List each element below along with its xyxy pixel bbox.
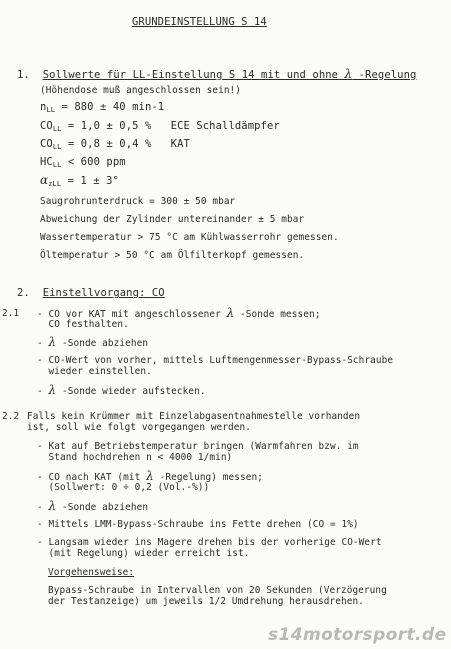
procedure-heading: Vorgehensweise:: [48, 567, 135, 578]
intake-vacuum-line: Saugrohrunterdruck = 300 ± 50 mbar: [40, 196, 236, 207]
section-2-heading: 2. Einstellvorgang: CO: [17, 287, 165, 299]
section-1-title: Sollwerte für LL-Einstellung S 14 mit und ohne λ -Regelung: [42, 67, 417, 81]
step-2-1-bullet-3: - λ -Sonde wieder aufstecken.: [37, 383, 206, 397]
oil-temperature-line: Öltemperatur > 50 °C am Ölfilterkopf gemessen.: [40, 250, 305, 261]
section-1-note: (Höhendose muß angeschlossen sein!): [40, 85, 242, 96]
value-alpha-zll: $\alpha_{zLL} = 1 \pm 3^\circ$: [40, 173, 119, 188]
watermark: s14motorsport.de: [268, 625, 447, 645]
step-2-2-bullet-1: - Kat auf Betriebstemperatur bringen (Warmfahren bzw. im: [37, 441, 359, 452]
procedure-line-2: der Testanzeige) um jeweils 1/2 Umdrehung herausdrehen.: [48, 596, 364, 607]
step-2-2-bullet-1-cont: Stand hochdrehen n < 4000 1/min): [37, 452, 233, 463]
step-2-2-bullet-2-cont: (Sollwert: 0 ÷ 0,2 (Vol.-%)): [37, 482, 210, 493]
section-1-number: 1.: [17, 69, 30, 81]
subsection-2-1-number: 2.1: [2, 308, 20, 319]
value-n-ll: $n_{LL} = 880 \pm 40$ min-1: [40, 101, 165, 114]
procedure-line-1: Bypass-Schraube in Intervallen von 20 Sekunden (Verzögerung: [48, 585, 387, 596]
step-2-2-intro-1: Falls kein Krümmer mit Einzelabgasentnahmestelle vorhanden: [27, 411, 361, 422]
section-2-title: Einstellvorgang: CO: [42, 287, 165, 299]
step-2-1-bullet-2-cont: wieder einstellen.: [37, 366, 152, 377]
step-2-1-line-2: CO festhalten.: [37, 319, 129, 330]
lambda-symbol: λ: [48, 383, 57, 397]
lambda-symbol: λ: [344, 67, 353, 81]
lambda-symbol: λ: [226, 306, 235, 320]
step-2-2-intro-2: ist, soll wie folgt vorgegangen werden.: [27, 422, 252, 433]
step-2-2-bullet-5: - Langsam wieder ins Magere drehen bis der vorherige CO-Wert: [37, 537, 382, 548]
section-1-heading: [17, 69, 416, 81]
step-2-2-bullet-2: - CO nach KAT (mit λ -Regelung) messen;: [37, 469, 263, 483]
value-hc-ll: $HC_{LL} < 600$ ppm: [40, 156, 126, 169]
water-temperature-line: Wassertemperatur > 75 °C am Kühlwasserrohr gemessen.: [40, 232, 339, 243]
step-2-2-bullet-5-cont: (mit Regelung) wieder erreicht ist.: [37, 548, 250, 559]
lambda-symbol: λ: [146, 469, 154, 483]
step-2-1-line-1: - CO vor KAT mit angeschlossener λ -Sonde messen;: [37, 306, 321, 320]
lambda-symbol: λ: [48, 335, 57, 349]
step-2-2-bullet-4: - Mittels LMM-Bypass-Schraube ins Fette drehen (CO = 1%): [37, 519, 359, 530]
cylinder-deviation-line: Abweichung der Zylinder untereinander ± 5 mbar: [40, 214, 305, 225]
document-title: GRUNDEINSTELLUNG S 14: [132, 16, 267, 28]
step-2-1-bullet-2: - CO-Wert von vorher, mittels Luftmengenmesser-Bypass-Schraube: [37, 355, 394, 366]
value-co-ll-kat: $CO_{LL} = 0,8 \pm 0,4$ % KAT: [40, 138, 190, 151]
step-2-1-bullet-1: - λ -Sonde abziehen: [37, 335, 149, 349]
lambda-symbol: λ: [48, 499, 57, 513]
value-co-ll-ece: $CO_{LL} = 1,0 \pm 0,5$ % ECE Schalldämpfer: [40, 120, 280, 133]
step-2-2-bullet-3: - λ -Sonde abziehen: [37, 499, 149, 513]
subsection-2-2-number: 2.2: [2, 411, 20, 422]
